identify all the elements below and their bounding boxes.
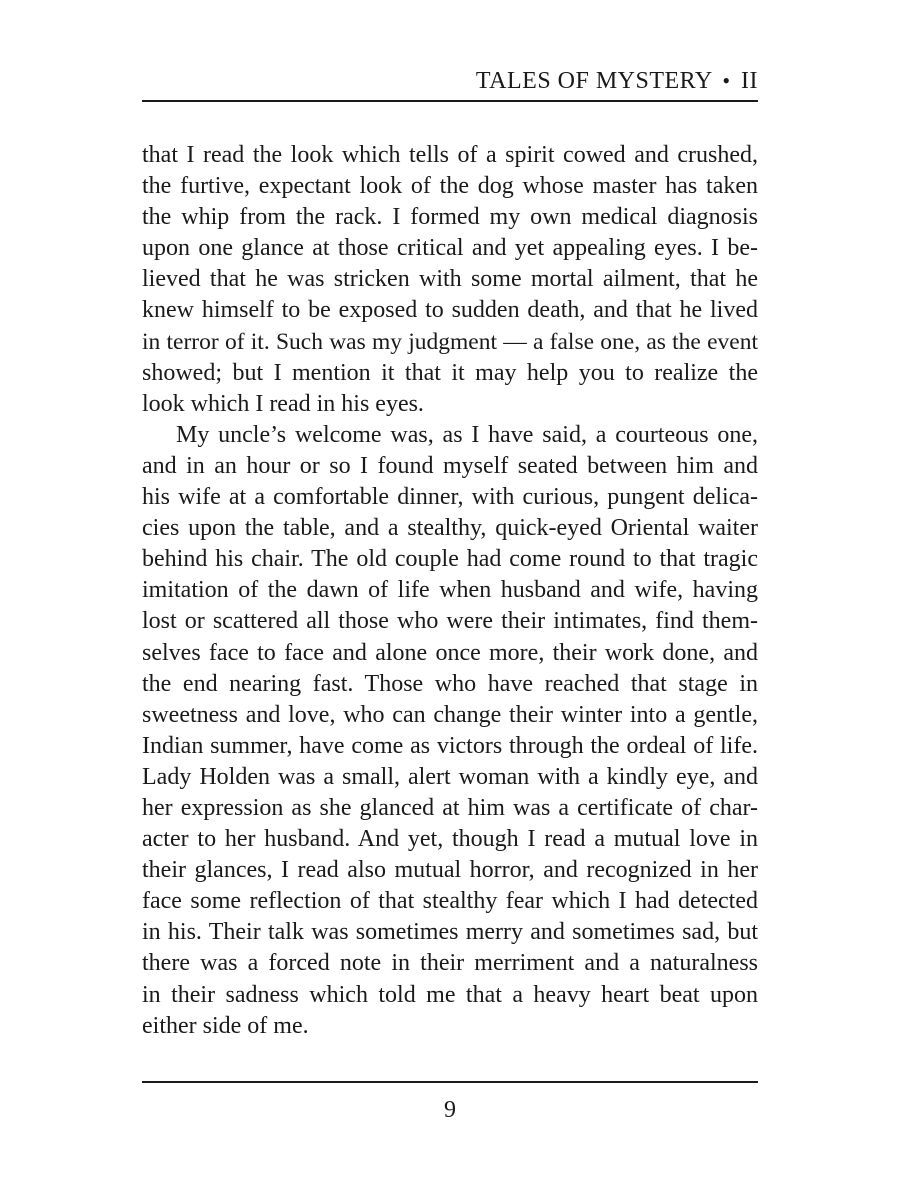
text-line: in terror of it. Such was my judgment — a false one, as the event	[142, 328, 758, 355]
text-line: there was a forced note in their merriment and a naturalness	[142, 950, 758, 977]
text-line: that I read the look which tells of a spirit cowed and crushed,	[142, 142, 758, 168]
text-line: face some reflection of that stealthy fear which I had detected	[142, 888, 758, 915]
footer-rule	[142, 1081, 758, 1083]
text-line: sweetness and love, who can change their winter into a gentle,	[142, 701, 758, 728]
text-line: imitation of the dawn of life when husband and wife, having	[142, 577, 758, 604]
page-number: 9	[444, 1097, 456, 1123]
text-line: showed; but I mention it that it may help you to realize the	[142, 359, 758, 386]
text-line: lost or scattered all those who were their intimates, find them-	[142, 608, 758, 635]
text-line: in their sadness which told me that a heavy heart beat upon	[142, 981, 758, 1008]
text-line: selves face to face and alone once more, their work done, and	[142, 639, 758, 666]
text-line: Indian summer, have come as victors through the ordeal of life.	[142, 732, 758, 759]
text-line: knew himself to be exposed to sudden death, and that he lived	[142, 297, 758, 324]
text-line: upon one glance at those critical and yet appealing eyes. I be-	[142, 235, 758, 262]
text-line: the furtive, expectant look of the dog whose master has taken	[142, 173, 758, 200]
text-line: and in an hour or so I found myself seated between him and	[142, 452, 758, 479]
text-line: Lady Holden was a small, alert woman with a kindly eye, and	[142, 763, 758, 790]
running-head-title: TALES OF MYSTERY	[475, 68, 712, 94]
text-line: lieved that he was stricken with some mortal ailment, that he	[142, 266, 758, 293]
text-line: My uncle’s welcome was, as I have said, a courteous one,	[176, 421, 758, 448]
running-head-separator: •	[722, 68, 731, 93]
running-head-volume: II	[741, 68, 758, 94]
paragraph	[142, 420, 758, 1042]
text-line: the end nearing fast. Those who have reached that stage in	[142, 670, 758, 697]
paragraph	[142, 140, 758, 420]
text-line: acter to her husband. And yet, though I read a mutual love in	[142, 826, 758, 853]
text-line: the whip from the rack. I formed my own medical diagnosis	[142, 204, 758, 231]
text-line: cies upon the table, and a stealthy, quick-eyed Oriental waiter	[142, 515, 758, 542]
running-head	[142, 66, 758, 96]
text-line: either side of me.	[142, 1012, 309, 1039]
text-line: look which I read in his eyes.	[142, 390, 424, 417]
text-line: his wife at a comfortable dinner, with curious, pungent delica-	[142, 484, 758, 511]
text-line: in his. Their talk was sometimes merry and sometimes sad, but	[142, 919, 758, 946]
body-text	[142, 140, 758, 1042]
text-line: her expression as she glanced at him was a certificate of char-	[142, 794, 758, 821]
header-rule	[142, 100, 758, 102]
text-line: behind his chair. The old couple had come round to that tragic	[142, 546, 758, 573]
text-line: their glances, I read also mutual horror, and recognized in her	[142, 857, 758, 884]
